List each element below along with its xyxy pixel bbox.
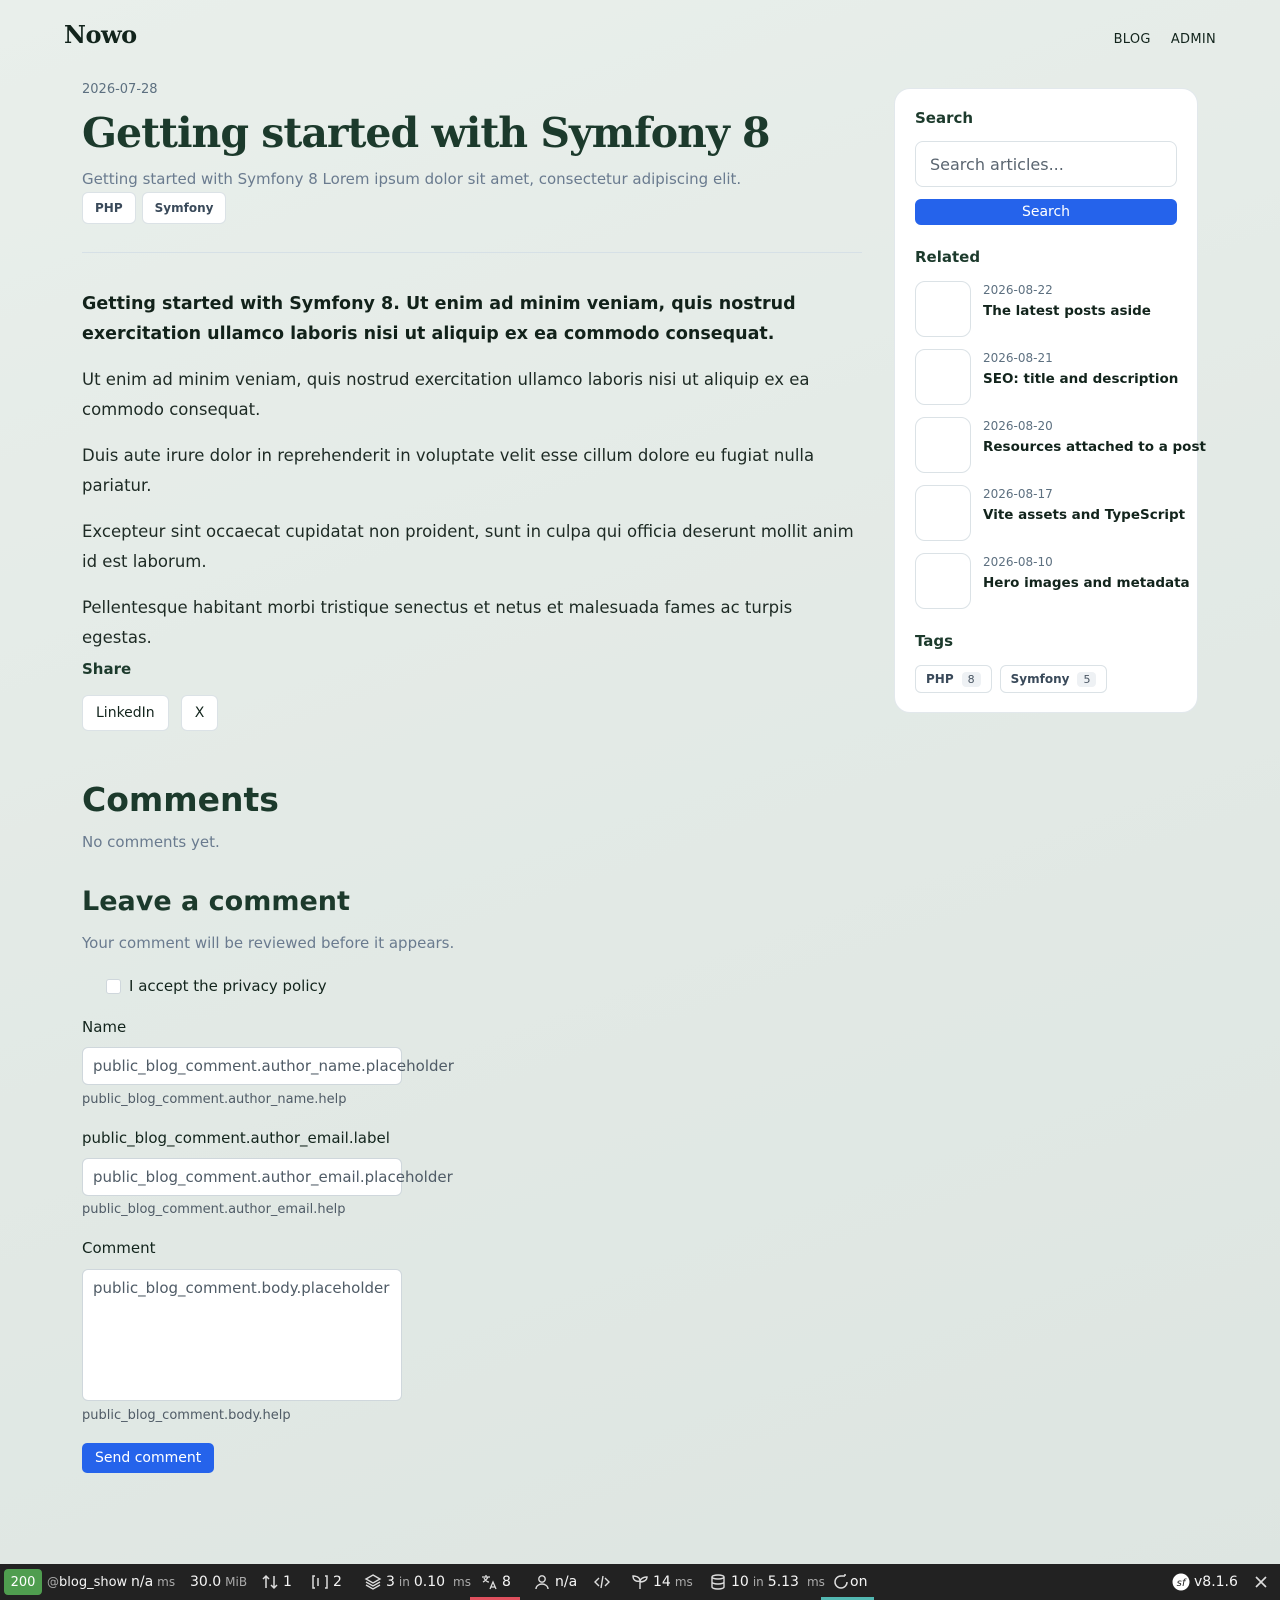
tag-php[interactable]: PHP <box>82 192 136 224</box>
site-logo[interactable]: Nowo <box>64 20 137 49</box>
related-item[interactable] <box>915 417 1206 473</box>
email-label: public_blog_comment.author_email.label <box>82 1129 390 1147</box>
user-value: n/a <box>555 1574 578 1590</box>
article-lead: Getting started with Symfony 8. Ut enim ad minim veniam, quis nostrud exercitation ullamco laboris nisi ut aliquip ex ea commodo consequat. <box>82 294 796 345</box>
leave-comment-heading: Leave a comment <box>82 886 350 917</box>
privacy-label: I accept the privacy policy <box>129 977 327 995</box>
related-thumbnail[interactable] <box>915 417 971 473</box>
related-title[interactable]: The latest posts aside <box>983 303 1151 319</box>
related-thumbnail[interactable] <box>915 553 971 609</box>
symfony-version: v8.1.6 <box>1194 1574 1238 1590</box>
related-item[interactable] <box>915 281 1185 337</box>
memory-value: 30.0 <box>190 1574 222 1590</box>
privacy-checkbox[interactable] <box>106 979 121 994</box>
tag-chip-count: 5 <box>1077 672 1096 687</box>
related-item[interactable] <box>915 485 1185 541</box>
toolbar-version[interactable] <box>1172 1564 1238 1600</box>
cache-time: 0.10 <box>413 1574 446 1590</box>
main-nav <box>1114 32 1216 47</box>
forms-count: 2 <box>333 1574 342 1590</box>
toolbar-cache[interactable] <box>364 1564 471 1600</box>
requests-count: 1 <box>283 1574 292 1590</box>
review-note: Your comment will be reviewed before it appears. <box>82 934 455 952</box>
time-unit: ms <box>157 1575 176 1589</box>
related-date: 2026-08-10 <box>983 555 1053 569</box>
search-input[interactable]: Search articles... <box>915 141 1177 187</box>
toolbar-database[interactable] <box>709 1564 825 1600</box>
cache-layers-icon <box>364 1573 382 1591</box>
tag-chip-count: 8 <box>962 672 981 687</box>
toolbar-requests[interactable] <box>261 1564 292 1600</box>
send-comment-button[interactable]: Send comment <box>82 1443 214 1473</box>
tag-chip-symfony[interactable] <box>1000 665 1108 693</box>
search-button[interactable]: Search <box>915 199 1177 225</box>
sidebar <box>894 88 1206 713</box>
svg-text:sf: sf <box>1176 1578 1186 1589</box>
email-input[interactable]: public_blog_comment.author_email.placeholder <box>82 1158 402 1196</box>
name-help: public_blog_comment.author_name.help <box>82 1092 347 1107</box>
toolbar-forms[interactable] <box>311 1564 342 1600</box>
share-linkedin-button[interactable]: LinkedIn <box>82 695 169 731</box>
related-thumbnail[interactable] <box>915 349 971 405</box>
cache-in: in <box>398 1575 410 1589</box>
site-header <box>0 0 1280 80</box>
related-title[interactable]: Resources attached to a post <box>983 439 1206 455</box>
toolbar-render-time[interactable] <box>631 1564 693 1600</box>
related-date: 2026-08-22 <box>983 283 1053 297</box>
article-paragraph: Duis aute irure dolor in reprehenderit in voluptate velit esse cillum dolore eu fugiat nulla pariatur. <box>82 446 815 496</box>
comment-help: public_blog_comment.body.help <box>82 1408 291 1423</box>
twig-time: 14 <box>653 1574 671 1590</box>
toolbar-close[interactable] <box>1252 1564 1270 1600</box>
database-icon <box>709 1573 727 1591</box>
twig-leaf-icon <box>631 1573 649 1591</box>
article <box>82 80 862 653</box>
forms-icon <box>311 1573 329 1591</box>
article-date: 2026-07-28 <box>82 82 158 97</box>
related-item[interactable] <box>915 349 1185 405</box>
article-paragraph: Pellentesque habitant morbi tristique senectus et netus et malesuada fames ac turpis egestas. <box>82 598 793 648</box>
toolbar-memory[interactable] <box>190 1564 247 1600</box>
name-label: Name <box>82 1018 127 1036</box>
code-icon <box>593 1573 611 1591</box>
memory-unit: MiB <box>225 1575 248 1589</box>
nav-blog-link[interactable]: BLOG <box>1113 32 1151 47</box>
privacy-checkbox-row[interactable] <box>106 977 327 995</box>
tag-chip-php[interactable] <box>915 665 992 693</box>
no-comments-text: No comments yet. <box>82 833 220 851</box>
related-thumbnail[interactable] <box>915 485 971 541</box>
symfony-logo-icon <box>1172 1573 1190 1591</box>
db-time: 5.13 <box>767 1574 799 1590</box>
article-tags <box>82 192 862 224</box>
toolbar-twig[interactable] <box>593 1564 611 1600</box>
live-status: on <box>850 1574 868 1590</box>
related-thumbnail[interactable] <box>915 281 971 337</box>
tag-symfony[interactable]: Symfony <box>142 192 227 224</box>
route-prefix: @ <box>47 1575 59 1589</box>
related-date: 2026-08-17 <box>983 487 1053 501</box>
related-date: 2026-08-20 <box>983 419 1053 433</box>
user-icon <box>533 1573 551 1591</box>
article-subtitle: Getting started with Symfony 8 Lorem ipsum dolor sit amet, consectetur adipiscing elit. <box>82 170 742 189</box>
refresh-icon <box>832 1573 850 1591</box>
db-unit: ms <box>806 1575 825 1589</box>
email-help: public_blog_comment.author_email.help <box>82 1202 346 1217</box>
translation-count: 8 <box>502 1574 511 1590</box>
related-heading: Related <box>915 248 981 266</box>
toolbar-user[interactable] <box>533 1564 577 1600</box>
related-title[interactable]: Hero images and metadata <box>983 575 1190 591</box>
share-heading: Share <box>82 660 132 678</box>
status-code-badge[interactable]: 200 <box>4 1569 42 1595</box>
db-count: 10 <box>731 1574 749 1590</box>
related-title[interactable]: SEO: title and description <box>983 371 1179 387</box>
time-value: n/a <box>131 1574 154 1590</box>
related-date: 2026-08-21 <box>983 351 1053 365</box>
toolbar-route[interactable] <box>47 1564 127 1600</box>
share-x-button[interactable]: X <box>181 695 219 731</box>
requests-icon <box>261 1573 279 1591</box>
route-name: blog_show <box>59 1574 128 1590</box>
cache-count: 3 <box>386 1574 395 1590</box>
article-paragraph: Ut enim ad minim veniam, quis nostrud exercitation ullamco laboris nisi ut aliquip ex ea commodo consequat. <box>82 370 810 420</box>
debug-toolbar <box>0 1564 1280 1600</box>
article-divider <box>82 252 862 253</box>
translation-icon <box>480 1573 498 1591</box>
toolbar-translation[interactable] <box>480 1564 511 1600</box>
article-paragraph: Excepteur sint occaecat cupidatat non proident, sunt in culpa qui officia deserunt mollit anim id est laborum. <box>82 522 854 572</box>
comment-textarea[interactable]: public_blog_comment.body.placeholder <box>82 1269 402 1401</box>
related-item[interactable] <box>915 553 1190 609</box>
comments-heading: Comments <box>82 780 279 819</box>
tag-chip-label: Symfony <box>1010 672 1070 686</box>
toolbar-live[interactable] <box>832 1564 867 1600</box>
tag-cloud <box>915 665 1107 693</box>
related-title[interactable]: Vite assets and TypeScript <box>983 507 1186 523</box>
tag-chip-label: PHP <box>926 672 954 686</box>
comment-label: Comment <box>82 1239 156 1257</box>
close-icon[interactable] <box>1252 1573 1270 1591</box>
name-input[interactable]: public_blog_comment.author_name.placeholder <box>82 1047 402 1085</box>
tags-heading: Tags <box>915 632 954 650</box>
db-in: in <box>752 1575 764 1589</box>
toolbar-time[interactable] <box>131 1564 175 1600</box>
cache-unit: ms <box>453 1575 471 1589</box>
article-title: Getting started with Symfony 8 <box>82 109 770 157</box>
nav-admin-link[interactable]: ADMIN <box>1170 32 1216 47</box>
twig-unit: ms <box>674 1575 693 1589</box>
share-buttons <box>82 695 218 731</box>
search-heading: Search <box>915 109 974 127</box>
